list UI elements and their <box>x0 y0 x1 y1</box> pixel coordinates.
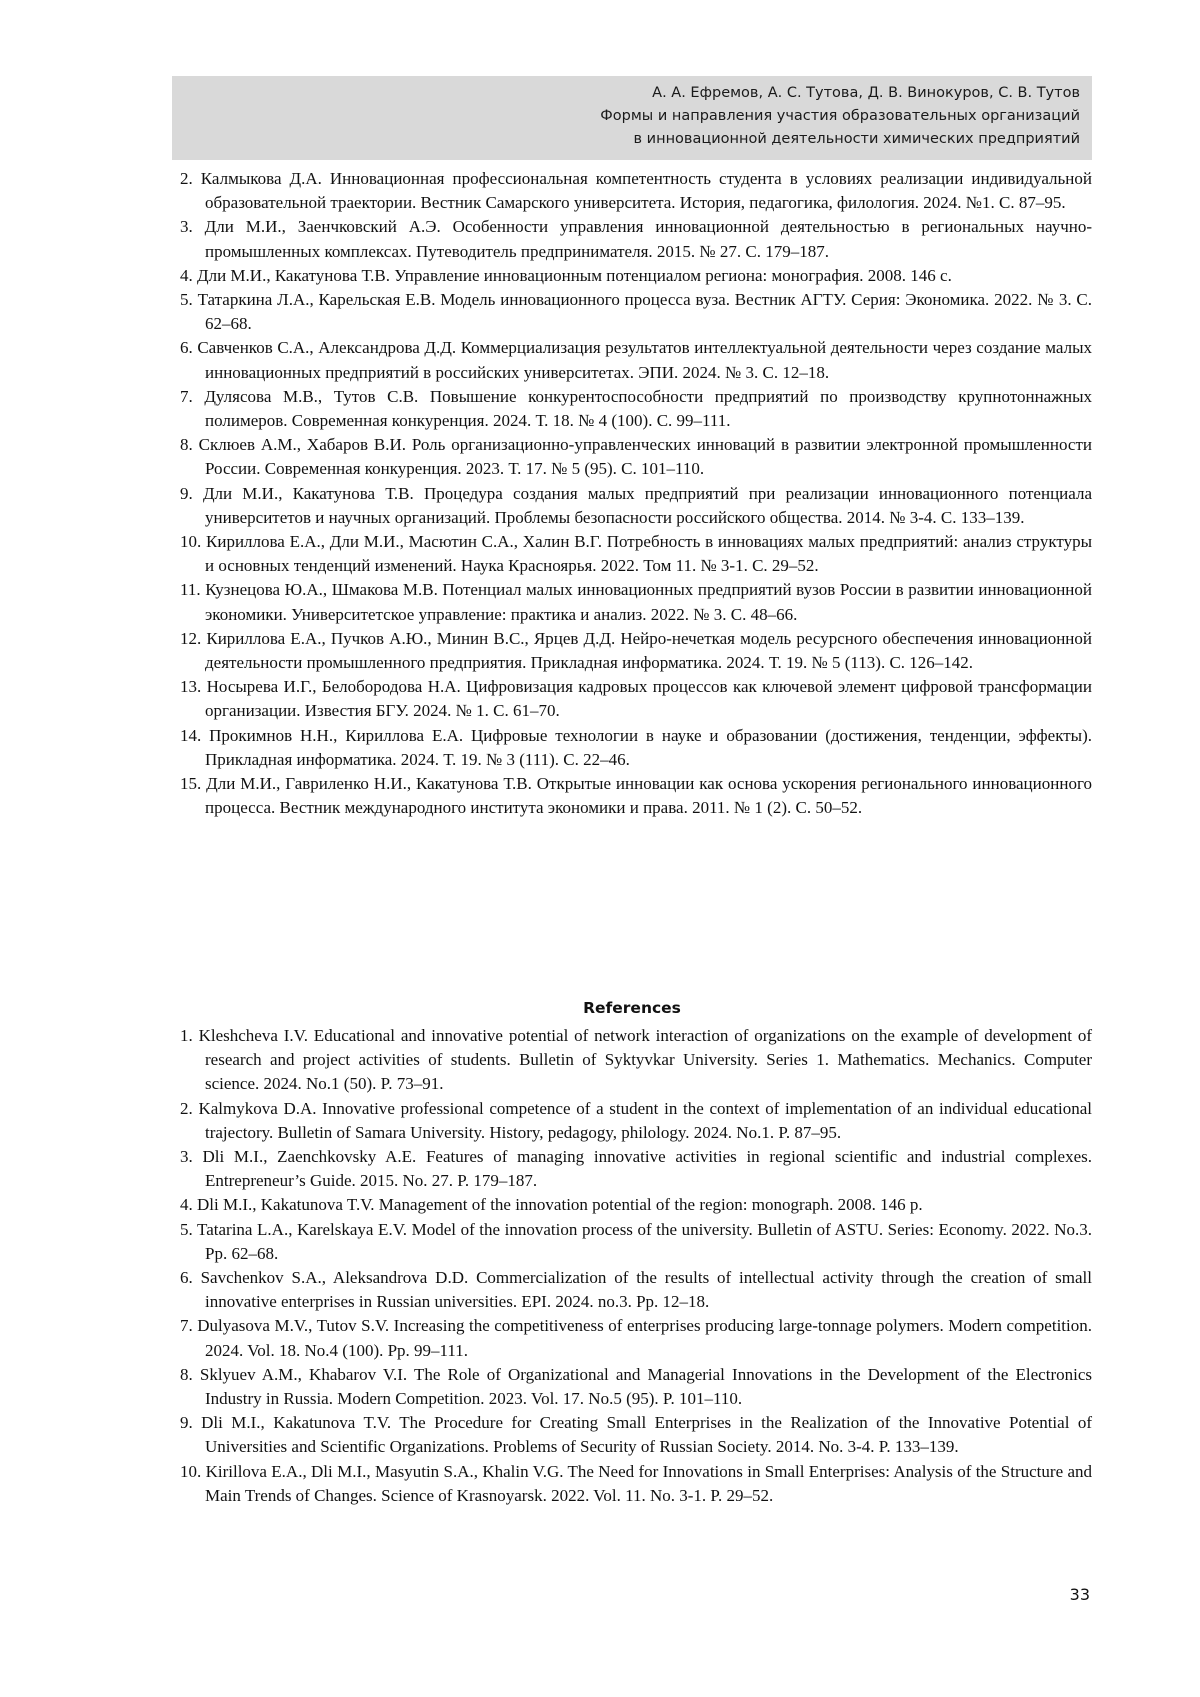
russian-reference-list <box>180 167 1092 820</box>
reference-item: 14. Прокимнов Н.Н., Кириллова Е.А. Цифровые технологии в науке и образовании (достижения, тенденции, эффекты). Прикладная информатика. 2024. Т. 19. № 3 (111). С. 22–46. <box>180 724 1092 772</box>
reference-item: 5. Tatarina L.A., Karelskaya E.V. Model of the innovation process of the university. Bulletin of ASTU. Series: Economy. 2022. No.3. Pp. 62–68. <box>180 1218 1092 1266</box>
reference-item: 2. Калмыкова Д.А. Инновационная профессиональная компетентность студента в условиях реализации индивидуальной образовательной траектории. Вестник Самарского университета. История, педагогика, филология. 2024. №1. С. 87–95. <box>180 167 1092 215</box>
reference-item: 12. Кириллова Е.А., Пучков А.Ю., Минин В.С., Ярцев Д.Д. Нейро-нечеткая модель ресурсного обеспечения инновационной деятельности промышленного предприятия. Прикладная информатика. 2024. Т. 19. № 5 (113). С. 126–142. <box>180 627 1092 675</box>
reference-item: 15. Дли М.И., Гавриленко Н.И., Какатунова Т.В. Открытые инновации как основа ускорения регионального инновационного процесса. Вестник международного института экономики и права. 2011. № 1 (2). С. 50–52. <box>180 772 1092 820</box>
reference-item: 3. Dli M.I., Zaenchkovsky A.E. Features of managing innovative activities in regional scientific and industrial complexes. Entrepreneur’s Guide. 2015. No. 27. P. 179–187. <box>180 1145 1092 1193</box>
references-heading: References <box>172 996 1092 1020</box>
reference-item: 2. Kalmykova D.A. Innovative professional competence of a student in the context of implementation of an individual educational trajectory. Bulletin of Samara University. History, pedagogy, philology. 2024. No.1. P. 87–95. <box>180 1097 1092 1145</box>
reference-item: 10. Кириллова Е.А., Дли М.И., Масютин С.А., Халин В.Г. Потребность в инновациях малых предприятий: анализ структуры и основных тенденций изменений. Наука Красноярья. 2022. Том 11. № 3-1. С. 29–52. <box>180 530 1092 578</box>
reference-item: 6. Savchenkov S.A., Aleksandrova D.D. Commercialization of the results of intellectual activity through the creation of small innovative enterprises in Russian universities. EPI. 2024. no.3. Pp. 12–18. <box>180 1266 1092 1314</box>
reference-item: 7. Дулясова М.В., Тутов С.В. Повышение конкурентоспособности предприятий по производству крупнотоннажных полимеров. Современная конкуренция. 2024. Т. 18. № 4 (100). С. 99–111. <box>180 385 1092 433</box>
reference-item: 9. Дли М.И., Какатунова Т.В. Процедура создания малых предприятий при реализации инновационного потенциала университетов и научных организаций. Проблемы безопасности российского общества. 2014. № 3-4. С. 133–139. <box>180 482 1092 530</box>
reference-item: 3. Дли М.И., Заенчковский А.Э. Особенности управления инновационной деятельностью в региональных научно-промышленных комплексах. Путеводитель предпринимателя. 2015. № 27. С. 179–187. <box>180 215 1092 263</box>
header-authors: А. А. Ефремов, А. С. Тутова, Д. В. Винокуров, С. В. Тутов <box>600 82 1080 105</box>
reference-item: 5. Татаркина Л.А., Карельская Е.В. Модель инновационного процесса вуза. Вестник АГТУ. Серия: Экономика. 2022. № 3. С. 62–68. <box>180 288 1092 336</box>
reference-item: 4. Дли М.И., Какатунова Т.В. Управление инновационным потенциалом региона: монография. 2008. 146 с. <box>180 264 1092 288</box>
reference-item: 1. Kleshcheva I.V. Educational and innovative potential of network interaction of organizations on the example of development of research and project activities of students. Bulletin of Syktyvkar University. Series 1. Mathematics. Mechanics. Computer science. 2024. No.1 (50). P. 73–91. <box>180 1024 1092 1097</box>
reference-item: 8. Склюев А.М., Хабаров В.И. Роль организационно-управленческих инноваций в развитии электронной промышленности России. Современная конкуренция. 2023. Т. 17. № 5 (95). С. 101–110. <box>180 433 1092 481</box>
reference-item: 4. Dli M.I., Kakatunova T.V. Management of the innovation potential of the region: monograph. 2008. 146 p. <box>180 1193 1092 1217</box>
header-title-line-1: Формы и направления участия образовательных организаций <box>600 105 1080 128</box>
reference-item: 9. Dli M.I., Kakatunova T.V. The Procedure for Creating Small Enterprises in the Realization of the Innovative Potential of Universities and Scientific Organizations. Problems of Security of Russian Society. 2014. No. 3-4. P. 133–139. <box>180 1411 1092 1459</box>
running-header <box>172 76 1092 160</box>
reference-item: 7. Dulyasova M.V., Tutov S.V. Increasing the competitiveness of enterprises producing large-tonnage polymers. Modern competition. 2024. Vol. 18. No.4 (100). Pp. 99–111. <box>180 1314 1092 1362</box>
reference-item: 13. Носырева И.Г., Белобородова Н.А. Цифровизация кадровых процессов как ключевой элемент цифровой трансформации организации. Известия БГУ. 2024. № 1. С. 61–70. <box>180 675 1092 723</box>
page-number: 33 <box>1070 1585 1090 1605</box>
english-reference-list <box>180 1024 1092 1508</box>
reference-item: 11. Кузнецова Ю.А., Шмакова М.В. Потенциал малых инновационных предприятий вузов России в развитии инновационной экономики. Университетское управление: практика и анализ. 2022. № 3. С. 48–66. <box>180 578 1092 626</box>
header-text <box>600 82 1080 151</box>
reference-item: 8. Sklyuev A.M., Khabarov V.I. The Role of Organizational and Managerial Innovations in the Development of the Electronics Industry in Russia. Modern Competition. 2023. Vol. 17. No.5 (95). P. 101–110. <box>180 1363 1092 1411</box>
reference-item: 10. Kirillova E.A., Dli M.I., Masyutin S.A., Khalin V.G. The Need for Innovations in Small Enterprises: Analysis of the Structure and Main Trends of Changes. Science of Krasnoyarsk. 2022. Vol. 11. No. 3-1. P. 29–52. <box>180 1460 1092 1508</box>
header-title-line-2: в инновационной деятельности химических предприятий <box>600 128 1080 151</box>
reference-item: 6. Савченков С.А., Александрова Д.Д. Коммерциализация результатов интеллектуальной деятельности через создание малых инновационных предприятий в российских университетах. ЭПИ. 2024. № 3. С. 12–18. <box>180 336 1092 384</box>
